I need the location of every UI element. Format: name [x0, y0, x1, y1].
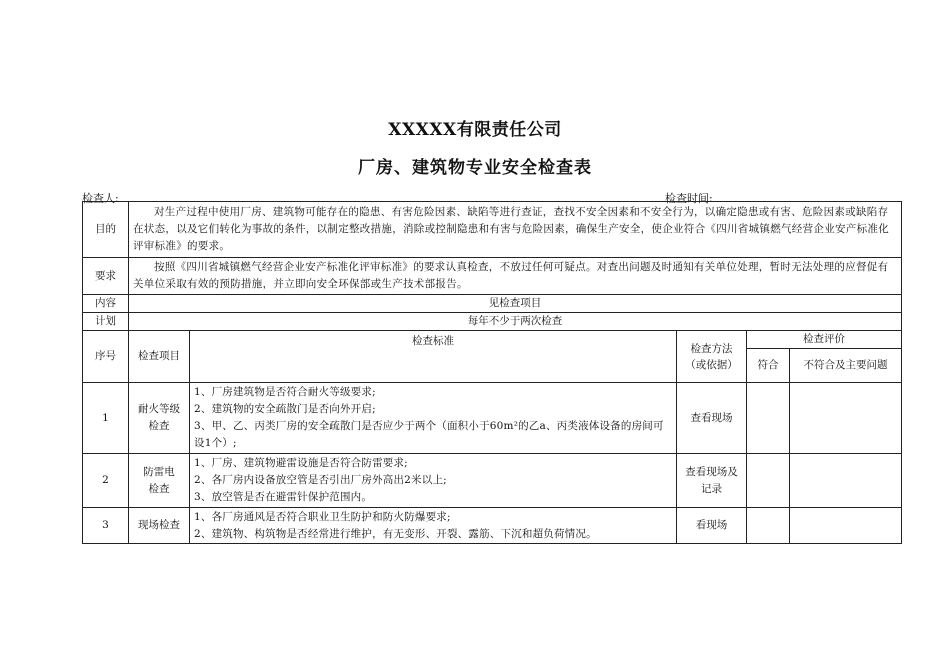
requirement-row [83, 258, 902, 295]
document-title: 厂房、建筑物专业安全检查表 [358, 158, 592, 178]
standard-line: 1、各厂房通风是否符合职业卫生防护和防火防爆要求; [194, 510, 451, 523]
requirement-text: 按照《四川省城镇燃气经营企业安产标准化评审标准》的要求认真检查，不放过任何可疑点。对查出问题及时通知有关单位处理，暂时无法处理的应督促有关单位采取有效的预防措施，并立即向安全环保部或生产技术部报告。 [129, 258, 902, 295]
table-row [83, 454, 902, 508]
row-item: 防雷电检查 [129, 454, 190, 508]
row-method: 查看现场 [677, 383, 747, 454]
col-header-method [677, 331, 747, 383]
col-header-fail: 不符合及主要问题 [790, 349, 902, 383]
col-header-method-label: 检查方法 [690, 342, 733, 355]
row-pass-cell [747, 454, 790, 508]
standard-line: 3、放空管是否在避雷针保护范围内。 [194, 491, 373, 503]
purpose-text: 对生产过程中使用厂房、建筑物可能存在的隐患、有害危险因素、缺陷等进行查证，查找不安全因素和不安全行为，以确定隐患或有害、危险因素或缺陷存在状态，以及它们转化为事故的条件，以制定整改措施，消除或控制隐患和有害与危险因素，确保生产安全，使企业符合《四川省城镇燃气经营企业安产标准化评审标准》的要求。 [129, 202, 902, 258]
row-fail-cell [790, 454, 902, 508]
inspector-label: 检查人: [82, 192, 119, 205]
table-row [83, 383, 902, 454]
table-row [83, 508, 902, 544]
standard-line: 2、建筑物的安全疏散门是否向外开启; [194, 403, 376, 415]
row-seq: 3 [83, 508, 129, 544]
row-item: 耐火等级检查 [129, 383, 190, 454]
standard-line: 1、厂房、建筑物避雷设施是否符合防雷要求; [194, 457, 408, 469]
purpose-label: 目的 [83, 202, 129, 258]
table-header-row [83, 331, 902, 349]
col-header-seq: 序号 [83, 331, 129, 383]
content-row [83, 295, 902, 313]
row-fail-cell [790, 383, 902, 454]
col-header-item: 检查项目 [129, 331, 190, 383]
row-pass-cell [747, 508, 790, 544]
row-seq: 1 [83, 383, 129, 454]
inspection-time-label: 检查时间: [665, 192, 713, 205]
content-value: 见检查项目 [129, 295, 902, 313]
row-method: 看现场 [677, 508, 747, 544]
row-fail-cell [790, 508, 902, 544]
row-standards [190, 454, 677, 508]
standard-line: 2、各厂房内设备放空管是否引出厂房外高出2米以上; [194, 474, 447, 486]
purpose-row [83, 202, 902, 258]
requirement-label: 要求 [83, 258, 129, 295]
col-header-standard: 检查标准 [190, 331, 677, 383]
plan-value: 每年不少于两次检查 [129, 313, 902, 331]
col-header-evaluation: 检查评价 [747, 331, 902, 349]
content-label: 内容 [83, 295, 129, 313]
row-item: 现场检查 [129, 508, 190, 544]
plan-label: 计划 [83, 313, 129, 331]
row-seq: 2 [83, 454, 129, 508]
plan-row [83, 313, 902, 331]
row-pass-cell [747, 383, 790, 454]
row-method: 查看现场及记录 [677, 454, 747, 508]
standard-line: 3、甲、乙、丙类厂房的安全疏散门是否应少于两个（面积小于60m²的乙a、丙类液体设备的房间可设1个）; [194, 420, 664, 449]
standard-line: 2、建筑物、构筑物是否经常进行维护，有无变形、开裂、露筋、下沉和超负荷情况。 [194, 527, 597, 540]
row-standards [190, 508, 677, 544]
col-header-pass: 符合 [747, 349, 790, 383]
row-standards [190, 383, 677, 454]
col-header-method-note: （或依据） [685, 358, 738, 371]
company-name: XXXXX有限责任公司 [388, 120, 562, 140]
inspection-table [82, 201, 902, 544]
standard-line: 1、厂房建筑物是否符合耐火等级要求; [194, 386, 376, 398]
